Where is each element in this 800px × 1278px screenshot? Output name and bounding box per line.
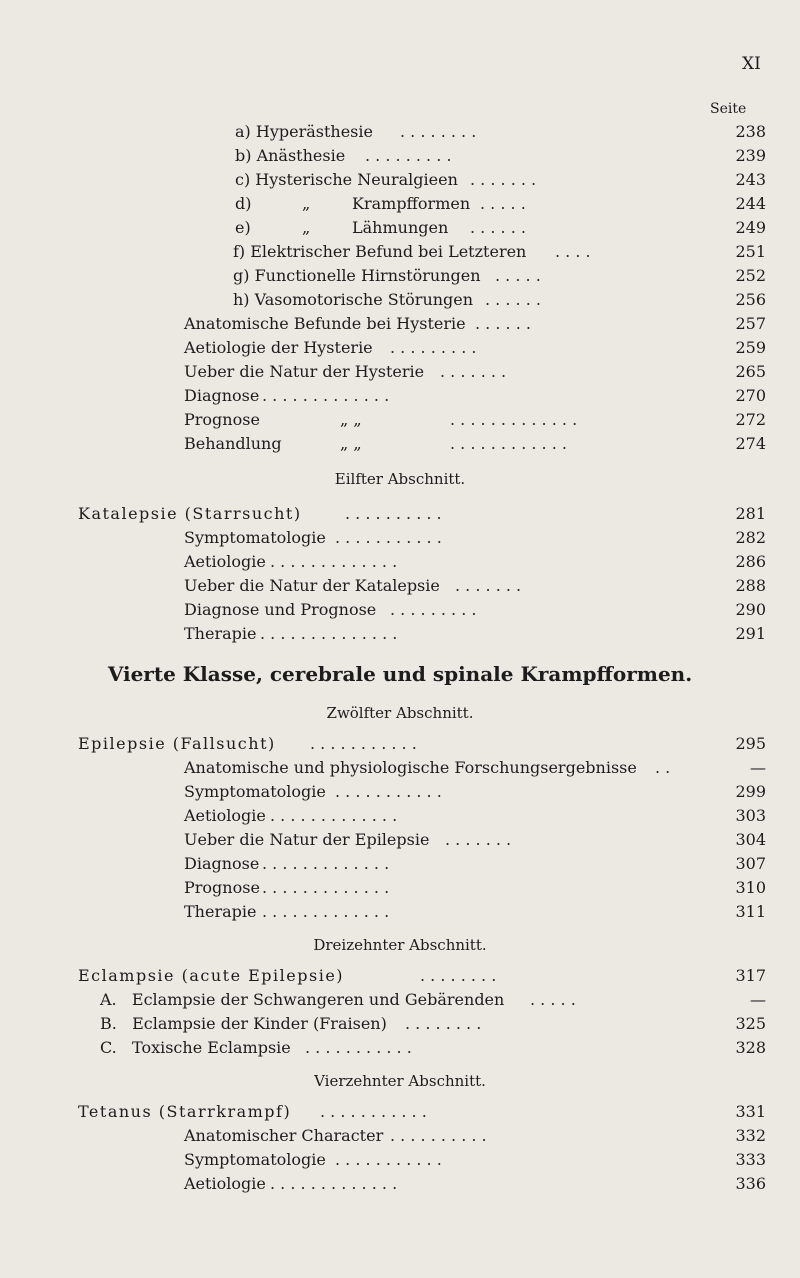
entry-page: 265 xyxy=(735,362,766,381)
entry-dots: . . . . . . . . . . . . . xyxy=(262,878,390,897)
entry-page: 331 xyxy=(735,1102,766,1121)
entry-dots: . . . . . . xyxy=(470,218,526,237)
entry-label: g) Functionelle Hirnstörungen xyxy=(233,266,481,285)
entry-label: f) Elektrischer Befund bei Letzteren xyxy=(233,242,527,261)
toc-entry xyxy=(0,384,800,408)
toc-entry xyxy=(0,192,800,216)
toc-entry xyxy=(0,144,800,168)
toc-entry xyxy=(0,1148,800,1172)
toc-entry xyxy=(0,312,800,336)
toc-entry xyxy=(0,120,800,144)
entry-dots: . . . . . . xyxy=(485,290,541,309)
entry-label: Diagnose xyxy=(184,386,260,405)
entry-label: Symptomatologie xyxy=(184,782,326,801)
toc-entry xyxy=(0,336,800,360)
entry-label: Anatomische Befunde bei Hysterie xyxy=(184,314,466,333)
entry-dots: . . . . . . . . . . . . . xyxy=(450,410,578,429)
entry-page: 299 xyxy=(735,782,766,801)
entry-label: Aetiologie xyxy=(184,552,266,571)
entry-dots: . . . . . . . . . . . . xyxy=(450,434,567,453)
entry-dots: . . . . . . . . . xyxy=(390,338,477,357)
entry-page: 270 xyxy=(735,386,766,405)
entry-label: Behandlung xyxy=(184,434,282,453)
toc-entry xyxy=(0,216,800,240)
entry-dots: . . . . . . . . . xyxy=(390,600,477,619)
entry-label: Therapie xyxy=(184,902,257,921)
toc-entry xyxy=(0,408,800,432)
entry-page: 259 xyxy=(735,338,766,357)
entry-label: Eclampsie (acute Epilepsie) xyxy=(78,966,345,985)
entry-dots: . . . . . . . . . . . xyxy=(335,528,442,547)
entry-page: 256 xyxy=(735,290,766,309)
ditto-mark: „ „ xyxy=(340,434,362,453)
toc-entry xyxy=(0,1172,800,1196)
entry-label: Anatomischer Character xyxy=(184,1126,384,1145)
toc-entry xyxy=(0,360,800,384)
entry-page: 274 xyxy=(735,434,766,453)
ditto-mark: „ xyxy=(302,218,311,237)
toc-entry xyxy=(0,756,800,780)
entry-label: Diagnose xyxy=(184,854,260,873)
entry-page: 288 xyxy=(735,576,766,595)
page-number: XI xyxy=(742,54,761,74)
entry-page: 303 xyxy=(735,806,766,825)
section-heading: Dreizehnter Abschnitt. xyxy=(313,936,487,954)
toc-entry xyxy=(0,852,800,876)
entry-dots: . . . . . . . . . . . xyxy=(335,1150,442,1169)
entry-label: Epilepsie (Fallsucht) xyxy=(78,734,276,753)
entry-page: 244 xyxy=(735,194,766,213)
entry-label: Katalepsie (Starrsucht) xyxy=(78,504,302,523)
entry-page: — xyxy=(750,990,766,1009)
entry-page: 238 xyxy=(735,122,766,141)
entry-page: 239 xyxy=(735,146,766,165)
entry-label: Ueber die Natur der Katalepsie xyxy=(184,576,440,595)
toc-entry xyxy=(0,900,800,924)
entry-page: 332 xyxy=(735,1126,766,1145)
entry-dots: . . . . . . . . . . . xyxy=(335,782,442,801)
entry-label-continued: Krampfformen xyxy=(352,194,471,213)
toc-entry xyxy=(0,288,800,312)
toc-entry xyxy=(0,574,800,598)
entry-dots: . . . . . xyxy=(480,194,526,213)
entry-label: Diagnose und Prognose xyxy=(184,600,377,619)
entry-page: 307 xyxy=(735,854,766,873)
toc-entry xyxy=(0,804,800,828)
entry-page: 281 xyxy=(735,504,766,523)
entry-label: Anatomische und physiologische Forschungsergebnisse xyxy=(184,758,637,777)
toc-entry xyxy=(0,622,800,646)
entry-page: — xyxy=(750,758,766,777)
toc-entry xyxy=(0,1036,800,1060)
entry-label: C. Toxische Eclampsie xyxy=(100,1038,291,1057)
entry-dots: . . . . . . . . xyxy=(405,1014,482,1033)
toc-entry xyxy=(0,502,800,526)
toc-entry xyxy=(0,168,800,192)
entry-label: Aetiologie xyxy=(184,1174,266,1193)
entry-label: Aetiologie der Hysterie xyxy=(184,338,373,357)
toc-entry xyxy=(0,598,800,622)
entry-label: Symptomatologie xyxy=(184,528,326,547)
entry-dots: . . . . . . . xyxy=(445,830,512,849)
entry-label: Symptomatologie xyxy=(184,1150,326,1169)
entry-label: h) Vasomotorische Störungen xyxy=(233,290,474,309)
entry-dots: . . . . xyxy=(555,242,591,261)
entry-label: a) Hyperästhesie xyxy=(235,122,373,141)
toc-entry xyxy=(0,432,800,456)
entry-dots: . . . . . . . . . . . . . xyxy=(270,552,398,571)
section-heading: Vierzehnter Abschnitt. xyxy=(314,1072,486,1090)
entry-label: A. Eclampsie der Schwangeren und Gebärenden xyxy=(100,990,505,1009)
toc-entry xyxy=(0,780,800,804)
entry-dots: . . . . . . . . . . . . . xyxy=(262,854,390,873)
toc-entry xyxy=(0,732,800,756)
entry-label: Ueber die Natur der Hysterie xyxy=(184,362,425,381)
entry-page: 291 xyxy=(735,624,766,643)
toc-entry xyxy=(0,264,800,288)
entry-dots: . . . . . . . . . . xyxy=(390,1126,487,1145)
entry-label: d) xyxy=(235,194,252,213)
toc-entry xyxy=(0,1124,800,1148)
entry-dots: . . xyxy=(655,758,671,777)
entry-dots: . . . . . . . . . xyxy=(365,146,452,165)
entry-dots: . . . . . xyxy=(495,266,541,285)
entry-page: 328 xyxy=(735,1038,766,1057)
toc-entry xyxy=(0,988,800,1012)
entry-page: 290 xyxy=(735,600,766,619)
entry-label: Ueber die Natur der Epilepsie xyxy=(184,830,430,849)
entry-page: 311 xyxy=(735,902,766,921)
entry-label: B. Eclampsie der Kinder (Fraisen) xyxy=(100,1014,387,1033)
toc-entry xyxy=(0,1100,800,1124)
entry-dots: . . . . . . . . . . . . . . xyxy=(260,624,398,643)
entry-label-continued: Lähmungen xyxy=(352,218,449,237)
toc-entry xyxy=(0,240,800,264)
seite-label: Seite xyxy=(710,101,747,117)
toc-entry xyxy=(0,876,800,900)
toc-entry xyxy=(0,526,800,550)
entry-page: 336 xyxy=(735,1174,766,1193)
entry-label: Tetanus (Starrkrampf) xyxy=(78,1102,292,1121)
entry-dots: . . . . . . . . . . xyxy=(345,504,442,523)
entry-dots: . . . . . . . . . . . . . xyxy=(262,386,390,405)
entry-page: 252 xyxy=(735,266,766,285)
entry-label: Prognose xyxy=(184,878,260,897)
toc-entry xyxy=(0,964,800,988)
section-heading: Eilfter Abschnitt. xyxy=(334,470,466,488)
entry-label: c) Hysterische Neuralgieen xyxy=(235,170,458,189)
entry-dots: . . . . . . xyxy=(475,314,531,333)
entry-page: 251 xyxy=(735,242,766,261)
entry-page: 272 xyxy=(735,410,766,429)
entry-dots: . . . . . . . . . . . xyxy=(310,734,417,753)
entry-page: 286 xyxy=(735,552,766,571)
entry-page: 282 xyxy=(735,528,766,547)
entry-page: 325 xyxy=(735,1014,766,1033)
entry-dots: . . . . . . . . . . . . . xyxy=(270,806,398,825)
entry-dots: . . . . . . . xyxy=(470,170,537,189)
toc-entry xyxy=(0,1012,800,1036)
entry-page: 304 xyxy=(735,830,766,849)
section-heading: Zwölfter Abschnitt. xyxy=(326,704,474,722)
entry-page: 333 xyxy=(735,1150,766,1169)
entry-label: Prognose xyxy=(184,410,260,429)
entry-page: 249 xyxy=(735,218,766,237)
entry-dots: . . . . . . . xyxy=(455,576,522,595)
toc-entry xyxy=(0,828,800,852)
ditto-mark: „ xyxy=(302,194,311,213)
entry-page: 295 xyxy=(735,734,766,753)
entry-dots: . . . . . . . xyxy=(440,362,507,381)
entry-label: Aetiologie xyxy=(184,806,266,825)
entry-dots: . . . . . . . . . . . . . xyxy=(262,902,390,921)
entry-dots: . . . . . xyxy=(530,990,576,1009)
entry-page: 317 xyxy=(735,966,766,985)
entry-page: 310 xyxy=(735,878,766,897)
entry-label: e) xyxy=(235,218,251,237)
entry-dots: . . . . . . . . . . . xyxy=(320,1102,427,1121)
entry-dots: . . . . . . . . xyxy=(400,122,477,141)
entry-page: 243 xyxy=(735,170,766,189)
toc-entry xyxy=(0,550,800,574)
entry-page: 257 xyxy=(735,314,766,333)
ditto-mark: „ „ xyxy=(340,410,362,429)
entry-dots: . . . . . . . . . . . xyxy=(305,1038,412,1057)
entry-label: Therapie xyxy=(184,624,257,643)
class-heading: Vierte Klasse, cerebrale und spinale Krampfformen. xyxy=(107,662,693,686)
entry-dots: . . . . . . . . . . . . . xyxy=(270,1174,398,1193)
entry-label: b) Anästhesie xyxy=(235,146,346,165)
entry-dots: . . . . . . . . xyxy=(420,966,497,985)
